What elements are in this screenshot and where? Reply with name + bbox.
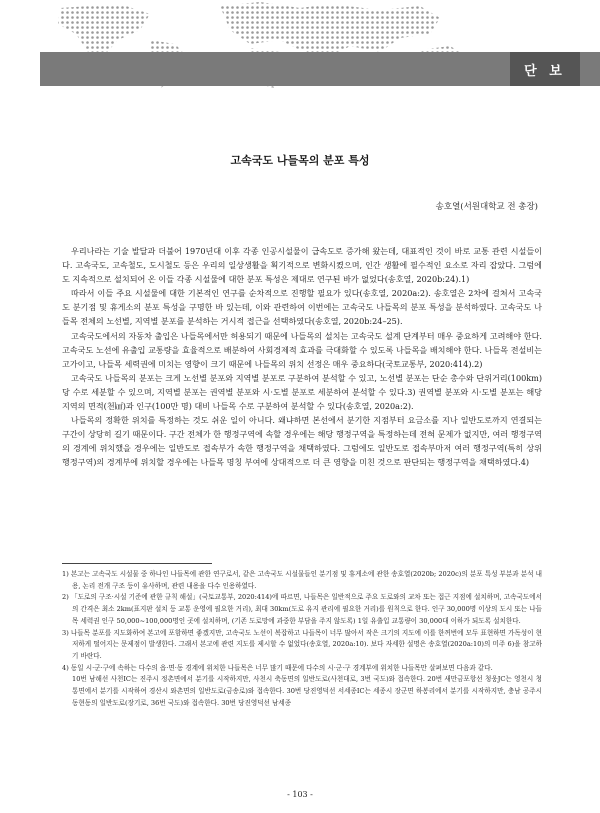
article-author: 송호열(서원대학교 전 총장): [435, 202, 538, 212]
footnote-number: 3): [62, 628, 69, 637]
article-body: [62, 244, 542, 470]
footnote-number: 2): [62, 593, 69, 602]
footnote-number: 1): [62, 570, 69, 578]
body-paragraph: 고속국도 나들목의 분포는 크게 노선별 분포와 지역별 분포로 구분하여 분석할 수 있고, 노선별 분포는 단순 총수와 단위거리(100km) 당 수로 세분할 수 있으며, 지역별 분포는 권역별 분포와 시·도별 분포로 세분하여 분석할 수 있다.3) 권역별 분포와 시·도별 분포는 해당 지역의 면적(천㎢)과 인구(100만 명) 대비 나들목 수로 구분하여 분석할 수 있다(송호열, 2020a:2).: [62, 372, 542, 412]
footnote-text: 나들목 분포를 지도화하여 본고에 포함하면 좋겠지만, 고속국도 노선이 복잡하고 나들목이 너무 많아서 작은 크기의 지도에 이를 한꺼번에 모두 표현하면 가독성이 현저하게 떨어지는 문제점이 발생한다. 그래서 본고에 관련 지도를 제시할 수 없었다(송호열, 2020a:10). 보다 자세한 설명은 송호열(2020a:10)의 미주 6)을 참고하기 바란다.: [70, 628, 542, 660]
body-paragraph: 고속국도에서의 자동차 출입은 나들목에서만 허용되기 때문에 나들목의 설치는 고속국도 설계 단계부터 매우 중요하게 고려해야 한다. 고속국도 노선에 유출입 교통량을 효율적으로 배분하여 사회경제적 효과를 극대화할 수 있도록 나들목을 배치해야 한다. 나들목 전설비는 고가이고, 나들목 세력권에 미치는 영향이 크기 때문에 나들목의 위치 선정은 매우 중요하다(국토교통부, 2020:414).2): [62, 330, 542, 369]
page-header: [0, 0, 600, 92]
page-number: - 103 -: [287, 790, 313, 799]
footnote: [62, 663, 542, 675]
footnote: [62, 592, 542, 627]
article-title: 고속국도 나들목의 분포 특성: [230, 154, 370, 167]
footnote: [62, 628, 542, 663]
footnote-text: 「도로의 구조·시설 기준에 관한 규칙 해설」(국토교통부, 2020:414)에 따르면, 나들목은 일반적으로 주요 도로와의 교차 또는 접근 지점에 설치하며, 고속국도에서의 간격은 최소 2km(표지판 설치 등 교통 운영에 필요한 거리), 최대 30km(도로 유지 관리에 필요한 거리)를 원칙으로 한다. 인구 30,000명 이상의 도시 또는 나들목 세력권 인구 50,000~100,000명인 곳에 설치하며, (기존 도로망에 과중한 부담을 주지 않도록) 1일 유출입 교통량이 30,000대 이하가 되도록 설치한다.: [70, 593, 542, 625]
footnotes: [62, 569, 542, 709]
footnote-continuation: 10번 남해선 사천IC는 진주시 정촌면에서 분기를 시작하지만, 사천시 축동면의 일반도로(사천대로, 3번 국도)와 접속한다. 20번 새만금포항선 청웅JC는 영천시 청통면에서 분기를 시작하여 경산시 와촌면의 일반도로(금송로)와 접속한다. 30번 당진영덕선 서세종IC는 세종시 장군면 하봉리에서 분기를 시작하지만, 충남 공주시 동현동의 일반도로(장기로, 36번 국도)와 접속한다. 30번 당진영덕선 남세종: [72, 675, 542, 707]
section-label: 단 보: [510, 52, 580, 86]
body-paragraph: 우리나라는 기술 발달과 더불어 1970년대 이후 각종 인공시설물이 급속도로 증가해 왔는데, 대표적인 것이 바로 교통 관련 시설들이다. 고속국도, 고속철도, 도시철도 등은 우리의 일상생활을 획기적으로 변화시켰으며, 인간 생활에 필수적인 요소로 자리 잡았다. 그럼에도 지속적으로 설치되어 온 이들 각종 시설물에 대한 분포 특성은 제대로 연구된 바가 없었다(송호열, 2020b:24).1): [62, 246, 542, 285]
footnote-text: 본고는 고속국도 시설물 중 하나인 나들목에 관한 연구로서, 같은 고속국도 시설물들인 분기점 및 휴게소에 관한 송호열(2020b; 2020c)의 분포 특성 부분과 분석 내용, 논리 전개 구조 등이 유사하며, 관련 내용을 다수 인용하였다.: [70, 570, 542, 590]
footnote-text: 동일 시·군·구에 속하는 다수의 읍·면·동 경계에 위치한 나들목은 너무 많기 때문에 다수의 시·군·구 경계부에 위치한 나들목만 살펴보면 다음과 같다.: [70, 663, 493, 672]
footnote-number: 4): [62, 663, 69, 672]
body-paragraph: 나들목의 정확한 위치를 특정하는 것도 쉬운 일이 아니다. 왜냐하면 본선에서 분기한 지점부터 요금소를 지나 일반도로까지 연결되는 구간이 상당히 길기 때문이다. 구간 전체가 한 행정구역에 속할 경우에는 해당 행정구역을 특정하는데 전혀 문제가 없지만, 여러 행정구역의 경계에 위치했을 경우에는 일반도로 접속부가 속한 행정구역을 채택하였다. 그럼에도 일반도로 접속부마저 여러 행정구역(특히 상위 행정구역)의 경계부에 위치할 경우에는 나들목 명칭 부여에 상대적으로 더 큰 영향을 미친 것으로 판단되는 행정구역을 채택하였다.4): [62, 415, 542, 468]
footnote: [62, 569, 542, 592]
footnote-divider: [62, 563, 212, 564]
body-paragraph: 따라서 이들 주요 시설물에 대한 기본적인 연구를 순차적으로 진행할 필요가 있다(송호열, 2020a:2). 송호열은 2차에 걸쳐서 고속국도 분기점 및 휴게소의 분포 특성을 구명한 바 있는데, 이와 관련하여 이번에는 고속국도 나들목의 분포 특성을 분석하였다. 고속국도 나들목 전체의 노선별, 지역별 분포를 분석하는 거시적 접근을 선택하였다(송호열, 2020b:24–25).: [62, 288, 542, 327]
